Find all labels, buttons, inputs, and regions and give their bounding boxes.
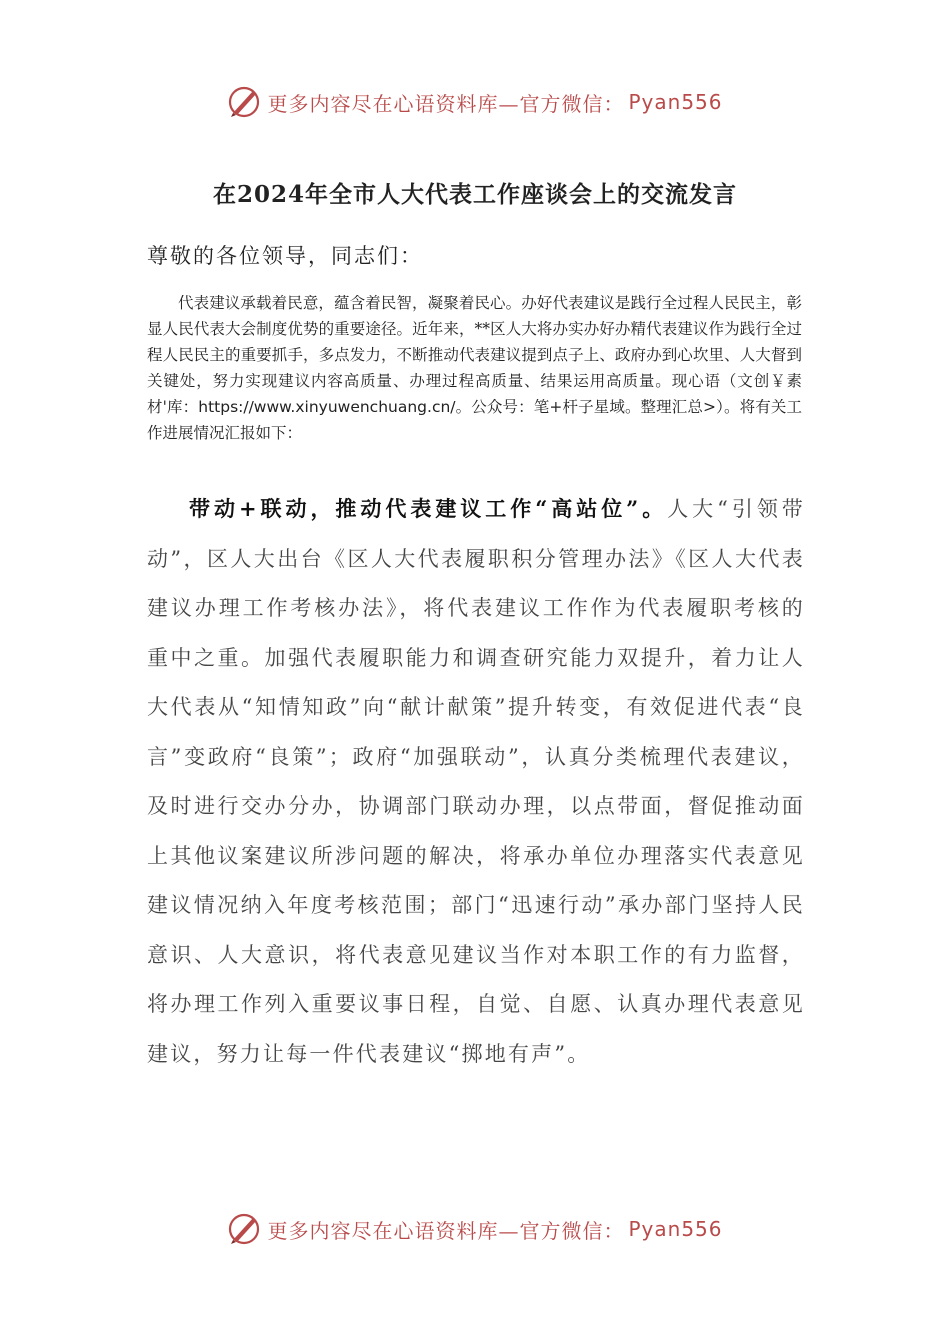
document-title: 在2024年全市人大代表工作座谈会上的交流发言 xyxy=(212,181,737,208)
banner-wechat-id: Pyan556 xyxy=(628,1217,723,1241)
quill-pen-logo-icon xyxy=(227,1212,261,1246)
section-1-heading: 带动+联动，推动代表建议工作“高站位”。 xyxy=(189,496,668,521)
banner-text: 更多内容尽在心语资料库—官方微信： xyxy=(267,1218,625,1243)
header-watermark-banner xyxy=(0,82,950,122)
intro-paragraph xyxy=(147,290,802,446)
section-1-paragraph xyxy=(147,484,805,1079)
footer-watermark-banner xyxy=(0,1209,950,1249)
section-1-body: 人大“引领带动”，区人大出台《区人大代表履职积分管理办法》《区人大代表建议办理工作考核办法》，将代表建议工作作为代表履职考核的重中之重。加强代表履职能力和调查研究能力双提升，着力让人大代表从“知情知政”向“献计献策”提升转变，有效促进代表“良言”变政府“良策”；政府“加强联动”，认真分类梳理代表建议，及时进行交办分办，协调部门联动办理，以点带面，督促推动面上其他议案建议所涉问题的解决，将承办单位办理落实代表意见建议情况纳入年度考核范围；部门“迅速行动”承办部门坚持人民意识、人大意识，将代表意见建议当作对本职工作的有力监督，将办理工作列入重要议事日程，自觉、自愿、认真办理代表意见建议，努力让每一件代表建议“掷地有声”。 xyxy=(147,497,805,1066)
intro-text: 代表建议承载着民意，蕴含着民智，凝聚着民心。办好代表建议是践行全过程人民民主，彰显人民代表大会制度优势的重要途径。近年来，**区人大将办实办好办精代表建议作为践行全过程人民民主的重要抓手，多点发力，不断推动代表建议提到点子上、政府办到心坎里、人大督到关键处，努力实现建议内容高质量、办理过程高质量、结果运用高质量。现心语（文创￥素材'库： xyxy=(147,294,802,416)
salutation: 尊敬的各位领导，同志们： xyxy=(147,244,423,268)
quill-pen-logo-icon xyxy=(227,85,261,119)
intro-text-tail: 。公众号：笔+杆子星域。整理汇总>）。将有关工作进展情况汇报如下： xyxy=(147,398,802,442)
banner-wechat-id: Pyan556 xyxy=(628,90,723,114)
source-url-link[interactable]: https://www.xinyuwenchuang.cn/ xyxy=(198,398,456,416)
banner-text: 更多内容尽在心语资料库—官方微信： xyxy=(267,91,625,116)
